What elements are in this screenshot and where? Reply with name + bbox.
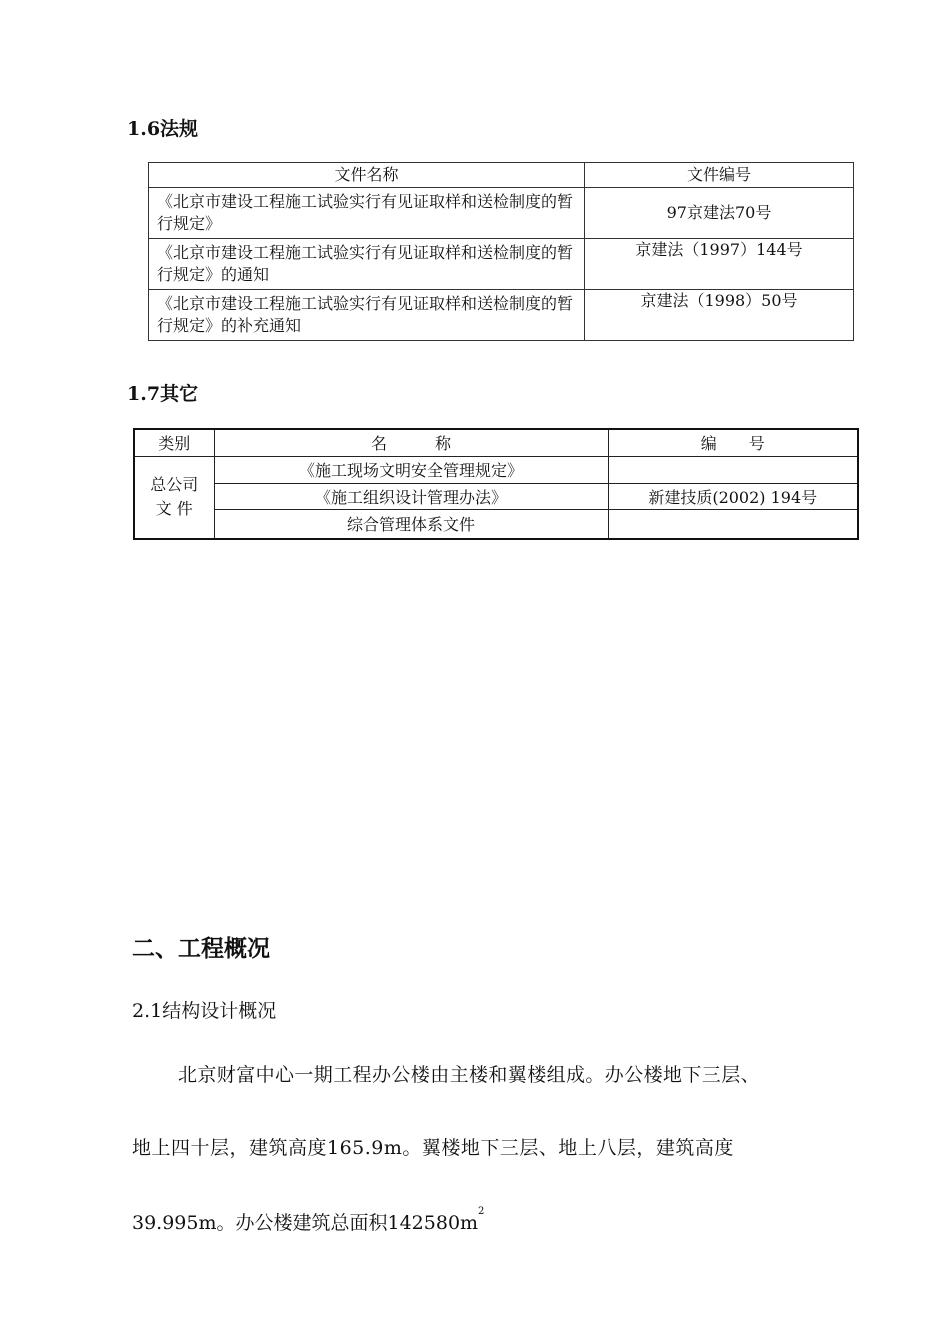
section-heading-1-6: 1.6法规 [127, 118, 199, 140]
file-number-cell: 京建法（1998）50号 [585, 290, 854, 341]
column-header-file-name: 文件名称 [149, 163, 585, 188]
file-name-cell: 《北京市建设工程施工试验实行有见证取样和送检制度的暂行规定》的补充通知 [149, 290, 585, 341]
column-header-number: 编 号 [608, 429, 858, 456]
column-header-file-number: 文件编号 [585, 163, 854, 188]
chapter-heading: 二、工程概况 [132, 935, 270, 962]
column-header-name: 名 称 [214, 429, 608, 456]
table-header-row [149, 163, 854, 188]
document-number-cell [608, 456, 858, 483]
table-row [134, 509, 858, 539]
paragraph-line-1: 北京财富中心一期工程办公楼由主楼和翼楼组成。办公楼地下三层、 [178, 1064, 761, 1086]
paragraph-line-3-text: 39.995m。办公楼建筑总面积142580m [132, 1212, 479, 1234]
regulations-table [148, 162, 854, 341]
subsection-heading: 2.1结构设计概况 [132, 1000, 277, 1022]
file-name-cell: 《北京市建设工程施工试验实行有见证取样和送检制度的暂行规定》 [149, 188, 585, 239]
other-documents-table [133, 428, 859, 540]
table-row [149, 188, 854, 239]
table-header-row [134, 429, 858, 456]
table-row [149, 239, 854, 290]
column-header-category: 类别 [134, 429, 214, 456]
file-number-cell: 京建法（1997）144号 [585, 239, 854, 290]
document-name-cell: 综合管理体系文件 [214, 509, 608, 539]
paragraph-line-2: 地上四十层，建筑高度165.9m。翼楼地下三层、地上八层，建筑高度 [132, 1137, 734, 1159]
document-name-cell: 《施工现场文明安全管理规定》 [214, 456, 608, 483]
document-name-cell: 《施工组织设计管理办法》 [214, 483, 608, 509]
superscript-2: 2 [478, 1206, 485, 1217]
section-heading-1-7: 1.7其它 [127, 383, 199, 405]
table-row [134, 456, 858, 483]
document-number-cell: 新建技质(2002) 194号 [608, 483, 858, 509]
paragraph-line-3 [132, 1208, 484, 1235]
document-number-cell [608, 509, 858, 539]
category-cell: 总公司 文 件 [134, 456, 214, 539]
table-row [134, 483, 858, 509]
table-row [149, 290, 854, 341]
file-number-cell: 97京建法70号 [585, 188, 854, 239]
file-name-cell: 《北京市建设工程施工试验实行有见证取样和送检制度的暂行规定》的通知 [149, 239, 585, 290]
